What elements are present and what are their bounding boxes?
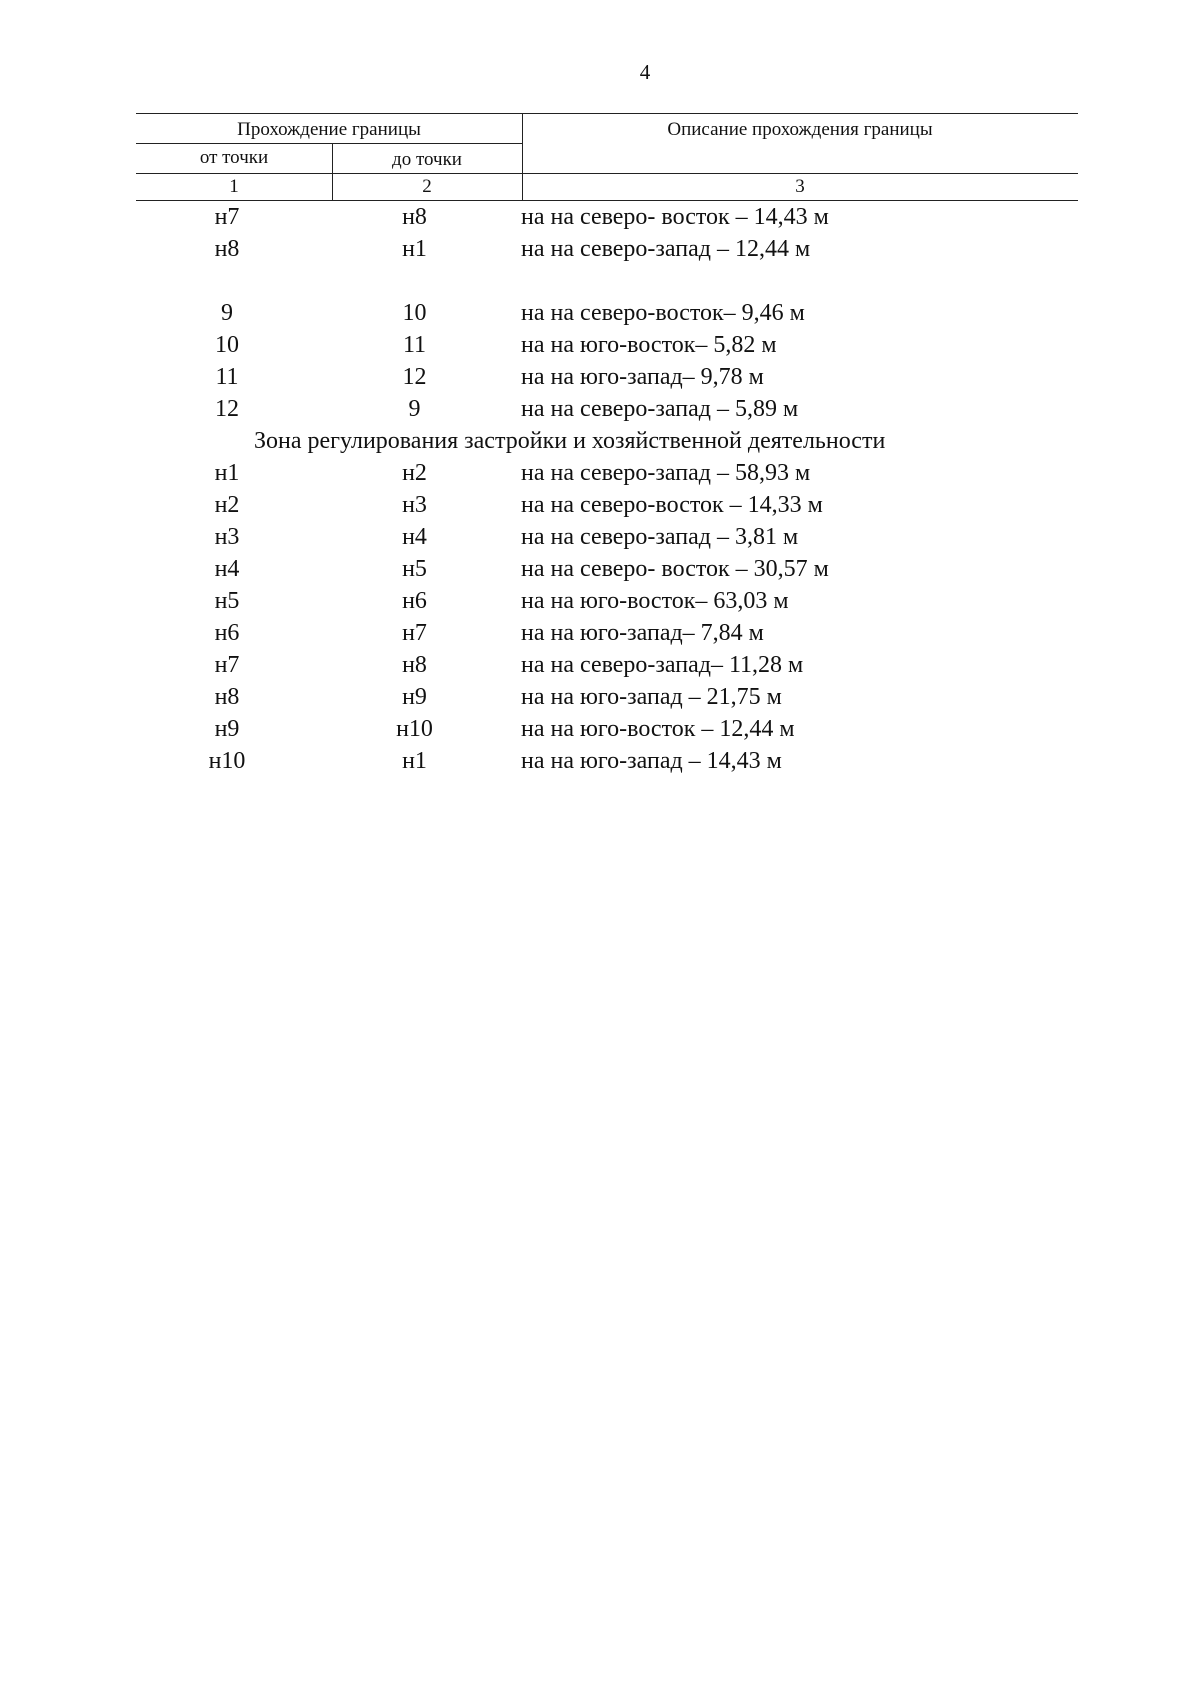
to-point-cell: н6: [402, 588, 427, 614]
zone-section-title: Зона регулирования застройки и хозяйственной деятельности: [254, 428, 886, 454]
description-cell: на на северо- восток – 30,57 м: [521, 556, 829, 582]
from-point-cell: н1: [214, 460, 240, 486]
description-cell: на на юго-восток– 5,82 м: [521, 332, 777, 358]
header-group-title: Прохождение границы: [237, 119, 421, 140]
header-top-border: [136, 113, 1078, 114]
table-row: [136, 649, 1078, 681]
table-row: [136, 457, 1078, 489]
description-cell: на на северо-запад– 11,28 м: [521, 652, 804, 678]
description-cell: на на северо-запад – 12,44 м: [521, 236, 811, 262]
to-point-cell: н4: [402, 524, 427, 550]
table-row: [136, 521, 1078, 553]
to-point-cell: н8: [402, 652, 427, 678]
description-cell: на на юго-запад – 14,43 м: [521, 748, 782, 774]
table-row: [136, 585, 1078, 617]
table-row: [136, 201, 1078, 233]
table-row: [136, 617, 1078, 649]
description-cell: на на юго-запад – 21,75 м: [521, 684, 782, 710]
header-colnum-3: 3: [795, 176, 805, 197]
to-point-cell: 11: [402, 332, 427, 358]
to-point-cell: н1: [402, 748, 427, 774]
from-point-cell: 9: [221, 300, 233, 326]
from-point-cell: н2: [214, 492, 240, 518]
from-point-cell: н3: [214, 524, 240, 550]
header-colnum-divider: [136, 173, 1078, 174]
from-point-cell: н4: [214, 556, 240, 582]
table-row: [136, 329, 1078, 361]
table-row: [136, 393, 1078, 425]
from-point-cell: н8: [214, 684, 240, 710]
from-point-cell: 10: [215, 332, 239, 358]
description-cell: на на юго-восток – 12,44 м: [521, 716, 795, 742]
description-cell: на на северо-запад – 5,89 м: [521, 396, 799, 422]
header-colnum-1: 1: [229, 176, 239, 197]
description-cell: на на северо- восток – 14,43 м: [521, 204, 829, 230]
from-point-cell: 11: [215, 364, 239, 390]
to-point-cell: 9: [408, 396, 421, 422]
table-row: [136, 745, 1078, 777]
header-from-point: от точки: [199, 147, 269, 168]
from-point-cell: 12: [215, 396, 239, 422]
from-point-cell: н9: [214, 716, 240, 742]
table-row: [136, 233, 1078, 265]
table-body: [136, 201, 1078, 777]
table-row: [136, 713, 1078, 745]
table-row: [136, 489, 1078, 521]
to-point-cell: 12: [402, 364, 427, 390]
to-point-cell: н3: [402, 492, 427, 518]
table-row: [136, 681, 1078, 713]
description-cell: на на северо-запад – 3,81 м: [521, 524, 799, 550]
description-cell: на на юго-восток– 63,03 м: [521, 588, 789, 614]
page-number: 4: [639, 60, 651, 84]
header-colnum-2: 2: [422, 176, 432, 197]
table-row: [136, 361, 1078, 393]
header-group-divider: [136, 143, 522, 144]
from-point-cell: н7: [214, 652, 240, 678]
to-point-cell: 10: [402, 300, 427, 326]
to-point-cell: н2: [402, 460, 427, 486]
to-point-cell: н10: [396, 716, 433, 742]
to-point-cell: н8: [402, 204, 427, 230]
from-point-cell: н10: [208, 748, 246, 774]
boundary-table: [136, 113, 1078, 777]
to-point-cell: н5: [402, 556, 427, 582]
description-cell: на на северо-запад – 58,93 м: [521, 460, 811, 486]
header-description: Описание прохождения границы: [667, 119, 933, 140]
from-point-cell: н7: [214, 204, 240, 230]
from-point-cell: н8: [214, 236, 240, 262]
header-to-point: до точки: [392, 149, 462, 170]
to-point-cell: н1: [402, 236, 427, 262]
description-cell: на на северо-восток – 14,33 м: [521, 492, 823, 518]
table-row: [136, 297, 1078, 329]
from-point-cell: н6: [214, 620, 240, 646]
to-point-cell: н9: [402, 684, 427, 710]
to-point-cell: н7: [402, 620, 427, 646]
description-cell: на на юго-запад– 7,84 м: [521, 620, 764, 646]
description-cell: на на северо-восток– 9,46 м: [521, 300, 805, 326]
from-point-cell: н5: [214, 588, 240, 614]
table-row: [136, 553, 1078, 585]
table-header: [136, 113, 1078, 201]
description-cell: на на юго-запад– 9,78 м: [521, 364, 764, 390]
